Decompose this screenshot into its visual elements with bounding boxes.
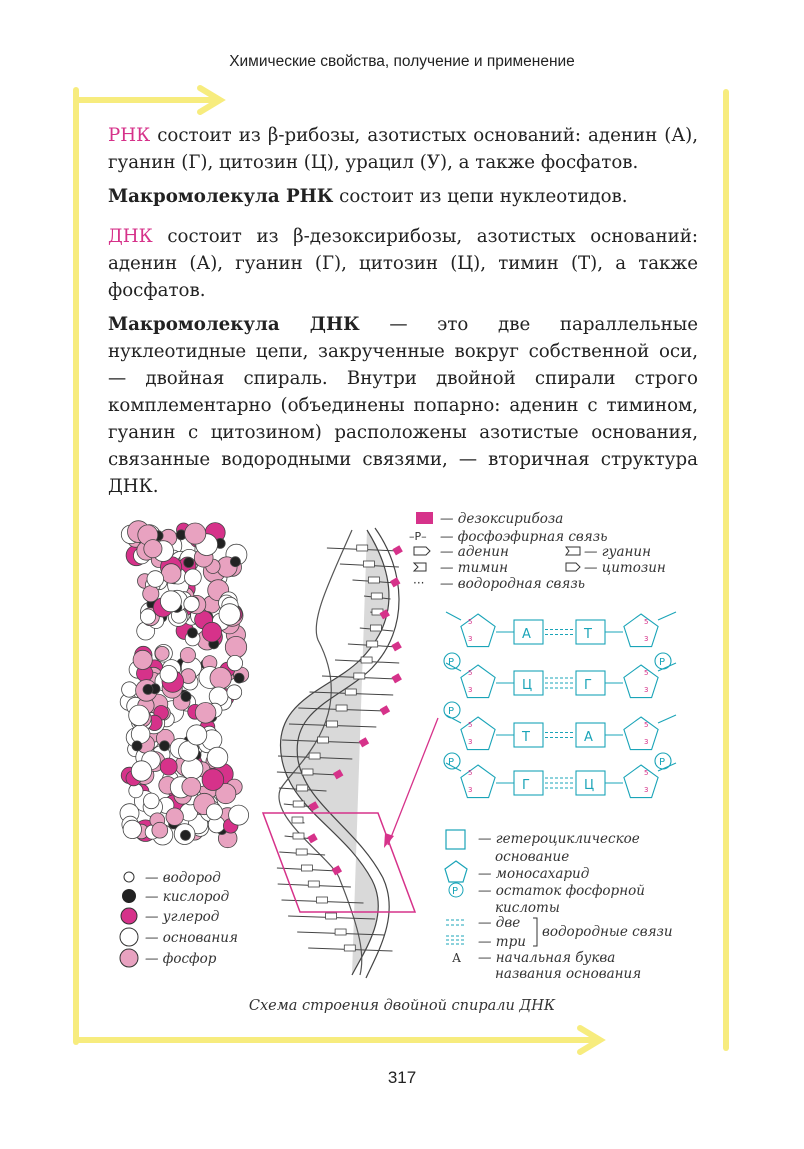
atom-ball [181,692,191,702]
atom-ball [229,805,249,825]
base-mark [354,673,365,679]
deoxyribose-mark [392,545,402,555]
atom-ball [161,564,181,584]
base-mark [336,705,347,711]
base-mark [318,737,329,743]
initial-letter-label: — начальная буква [478,950,616,966]
heterocyclic-icon [446,830,465,849]
atom-ball [155,646,169,660]
carbon-number: 5 [468,721,473,729]
phosphate-icon-letter: P [452,886,459,897]
atom-ball [131,761,151,781]
carbon-number: 5 [644,669,649,677]
adenine-icon [414,547,430,555]
backbone-link [446,612,461,620]
atom-ball [206,804,222,820]
initial-letter-label-2: названия основания [495,966,642,982]
rna-text: состоит из β-рибозы, азотистых оснований: аденин (А), гуанин (Г), цитозин (Ц), урацил (У), а также фосфатов. [108,125,698,173]
oxygen-label: — кислород [145,889,230,905]
atom-ball [187,628,197,638]
base-right-letter: Ц [584,778,595,793]
base-mark [345,689,356,695]
base-mark [292,817,303,823]
dna-term: ДНК [108,226,153,247]
atom-ball [207,747,228,768]
base-left-letter: Ц [522,678,533,693]
atom-ball [210,667,231,688]
base-mark [357,545,368,551]
sugar-pentagon-left [461,614,495,647]
atom-ball [227,655,242,670]
atom-ball [185,523,206,544]
atom-ball [219,604,240,625]
rna-macro-text: состоит из цепи нуклеотидов. [333,186,628,207]
atom-ball [227,685,242,700]
atom-ball [147,571,164,588]
base-mark [370,625,381,631]
adenine-label: — аденин [440,544,509,560]
heterocyclic-label: — гетероциклическое [478,831,640,847]
base-mark [361,657,372,663]
atom-ball [144,540,162,558]
carbon-label: — углерод [145,909,220,925]
base-mark [344,945,355,951]
base-right-letter: А [584,730,593,745]
helix-legend [409,511,666,592]
phosphoric-label-2: кислоты [495,900,560,916]
zoom-arrow-line [388,718,438,845]
atom-ball [143,684,153,694]
base-mark [293,801,304,807]
sugar-pentagon-right [624,665,658,698]
atom-ball [181,758,203,780]
carbon-number: 3 [468,686,473,694]
atom-ball [133,650,152,669]
carbon-number: 5 [468,769,473,777]
atom-ball [225,636,246,657]
carbon-number: 5 [468,618,473,626]
carbon-number: 3 [644,786,649,794]
atom-ball [202,769,224,791]
atom-ball [209,687,228,706]
deoxyribose-mark [359,737,369,747]
carbon-number: 5 [644,769,649,777]
base-pair-schema [444,612,676,798]
heterocyclic-label-2: основание [495,849,570,865]
sugar-pentagon-left [461,765,495,798]
hydrogen-icon [124,872,134,882]
carbon-number: 5 [644,721,649,729]
carbon-number: 3 [644,635,649,643]
atom-ball [160,758,177,775]
atom-ball [230,557,240,567]
carbon-number: 5 [468,669,473,677]
hbond-label: — водородная связь [440,576,586,592]
base-mark [367,641,378,647]
carbon-icon [121,908,137,924]
base-mark [363,561,374,567]
carbon-number: 3 [644,686,649,694]
deoxyribose-mark [307,833,317,843]
deoxyribose-icon [416,512,433,524]
sugar-pentagon-left [461,717,495,750]
phosphate-letter: P [448,757,455,768]
cytosine-label: — цитозин [584,560,666,576]
backbone-link [658,715,676,723]
page-number: 317 [387,1068,417,1087]
base-mark [296,849,307,855]
atom-ball [140,609,155,624]
sugar-pentagon-right [624,717,658,750]
atom-ball [181,830,191,840]
atom-ball [184,558,194,568]
letter-symbol: А [452,951,462,965]
two-hbond-icon [446,920,466,925]
phosphate-letter: P [448,657,455,668]
base-icon [120,928,138,946]
schema-legend [445,830,673,982]
atom-ball [122,682,137,697]
atom-legend [120,870,238,967]
atom-ball [152,822,168,838]
hbond-bracket [533,918,537,946]
sugar-pentagon-left [461,665,495,698]
base-left-letter: Т [522,730,530,745]
atom-ball [182,777,201,796]
sugar-pentagon-right [624,765,658,798]
hydrogen-label: — водород [145,870,221,886]
backbone-link [658,612,676,620]
base-mark [326,913,337,919]
atom-ball [129,705,150,726]
atom-ball [132,741,142,751]
phosphodiester-label: — фосфоэфирная связь [440,529,608,545]
atom-ball [195,703,216,724]
atom-ball [123,820,141,838]
base-mark [308,881,319,887]
base-left-letter: Г [522,778,530,793]
base-left-letter: А [522,627,531,642]
atom-ball [143,586,159,602]
phosphate-letter: P [448,706,455,717]
base-mark [309,753,320,759]
deoxyribose-mark [332,865,342,875]
atom-ball [234,673,244,683]
base-mark [297,785,308,791]
carbon-number: 3 [468,635,473,643]
oxygen-icon [123,890,136,903]
atom-ball [184,596,199,611]
dna-macro-term: Макромолекула ДНК [108,314,360,335]
carbon-number: 3 [468,786,473,794]
bases-label: — основания [145,930,238,946]
guanine-label: — гуанин [584,544,651,560]
thymine-icon [414,563,426,571]
dna-macro-text: — это две параллельные нуклеотидные цепи, закрученные вокруг собственной оси, — двойная спираль. Внутри двойной спирали строго комплементарно (объединены попарно: аденин с тимином, гуанин с цитозином) расположены азотистые основания, связанные водородными связями, — вторичная структура ДНК. [108,314,698,497]
atom-ball [160,591,181,612]
carbon-number: 3 [468,738,473,746]
atom-ball [160,741,170,751]
rna-term: РНК [108,125,151,146]
monosaccharide-icon [445,861,467,882]
deoxyribose-mark [391,641,401,651]
base-mark [317,897,328,903]
three-hbond-icon [446,936,466,944]
base-mark [302,769,313,775]
atom-ball [180,648,195,663]
base-mark [335,929,346,935]
base-mark [327,721,338,727]
atom-ball [185,569,202,586]
two-label: — две [478,915,521,931]
phosphorus-label: — фосфор [145,951,217,967]
figure-caption: Схема строения двойной спирали ДНК [248,998,556,1014]
phosphate-letter: P [659,657,666,668]
base-mark [293,833,304,839]
space-filling-model [120,521,249,848]
phosphodiester-symbol: –P– [409,530,427,543]
three-label: — три [478,934,526,950]
base-mark [371,593,382,599]
carbon-number: 5 [644,618,649,626]
phosphorus-icon [120,949,138,967]
base-right-letter: Г [584,678,592,693]
sugar-pentagon-right [624,614,658,647]
atom-ball [202,622,222,642]
cytosine-icon [566,563,580,571]
phosphoric-label: — остаток фосфорной [478,883,645,899]
base-mark [301,865,312,871]
thymine-label: — тимин [440,560,509,576]
guanine-icon [566,547,580,555]
atom-ball [187,725,207,745]
atom-ball [166,808,183,825]
carbon-number: 3 [644,738,649,746]
rna-macro-term: Макромолекула РНК [108,186,334,207]
base-mark [368,577,379,583]
deoxyribose-label: — дезоксирибоза [440,511,564,527]
atom-ball [131,725,150,744]
page-header: Химические свойства, получение и применение [229,53,575,70]
hbonds-label: водородные связи [542,924,673,940]
hbond-symbol: ··· [413,576,425,590]
deoxyribose-mark [380,705,390,715]
dna-text: состоит из β-дезоксирибозы, азотистых оснований: аденин (А), гуанин (Г), цитозин (Ц), тимин (Т), а также фосфатов. [108,226,698,301]
phosphate-letter: P [659,757,666,768]
atom-ball [160,666,177,683]
atom-ball [144,793,160,809]
deoxyribose-mark [390,577,400,587]
deoxyribose-mark [392,673,402,683]
base-right-letter: Т [584,627,592,642]
monosaccharide-label: — моносахарид [478,866,590,882]
